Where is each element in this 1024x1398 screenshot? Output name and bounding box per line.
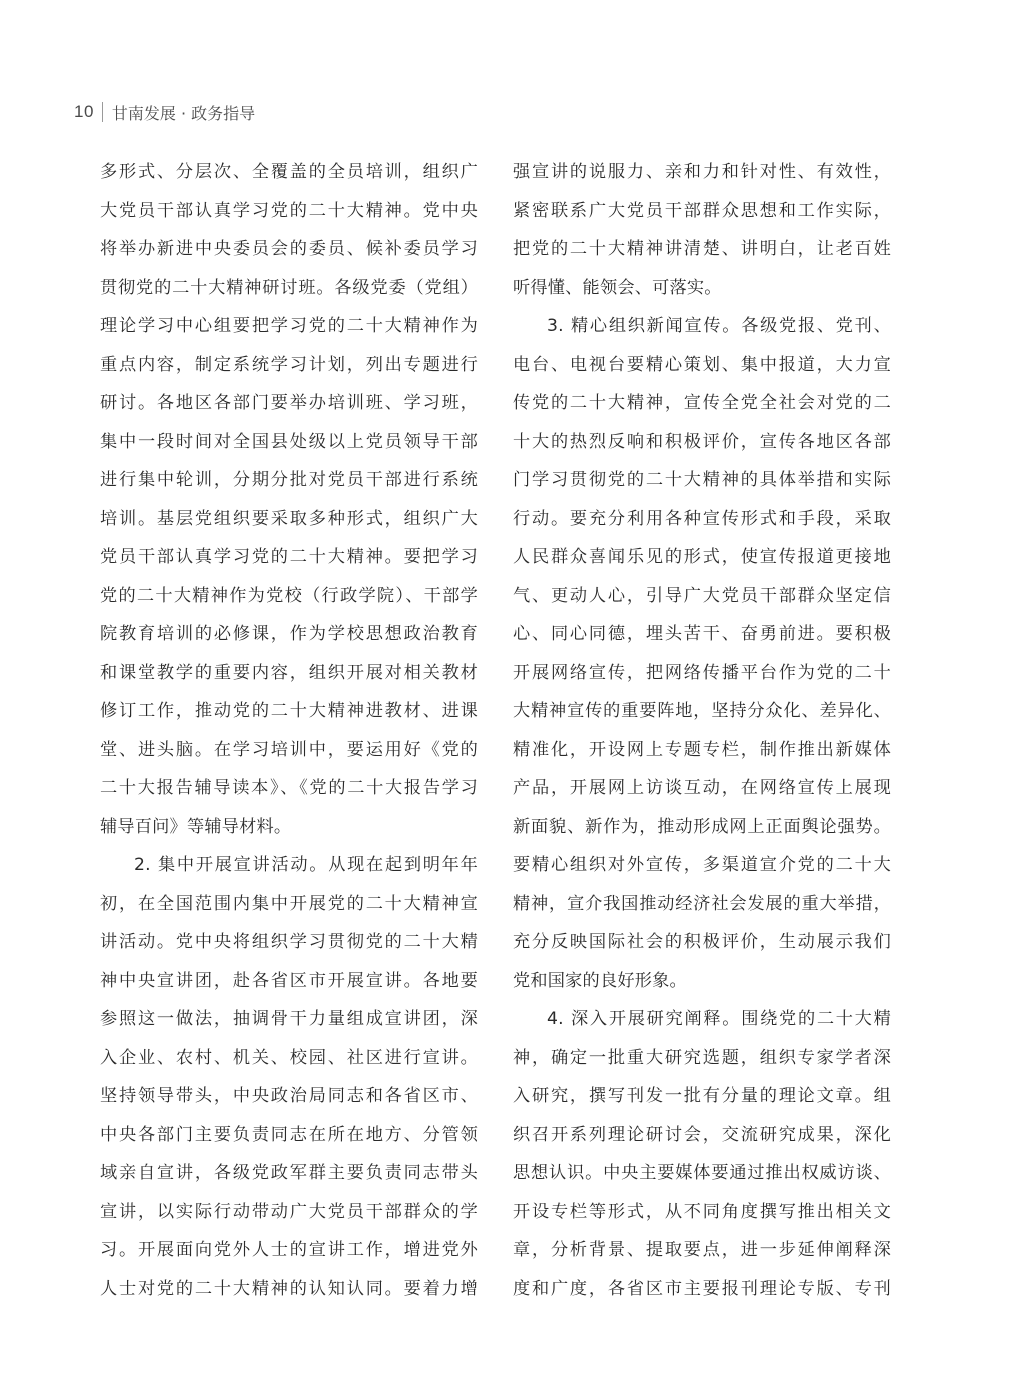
text-line: 开展网络宣传，把网络传播平台作为党的二十 bbox=[513, 662, 891, 683]
text-line: 多形式、分层次、全覆盖的全员培训，组织广 bbox=[100, 162, 478, 182]
text-line: 神，确定一批重大研究选题，组织专家学者深 bbox=[513, 1047, 891, 1068]
page-header bbox=[74, 100, 255, 124]
page-number: 10 bbox=[74, 102, 94, 121]
header-divider bbox=[102, 102, 103, 122]
text-line: 神中央宣讲团，赴各省区市开展宣讲。各地要 bbox=[100, 970, 478, 991]
text-line: 十大的热烈反响和积极评价，宣传各地区各部 bbox=[513, 431, 891, 452]
text-line: 人民群众喜闻乐见的形式，使宣传报道更接地 bbox=[513, 547, 891, 567]
text-line: 3. 精心组织新闻宣传。各级党报、党刊、 bbox=[547, 316, 891, 336]
text-line: 行动。要充分利用各种宣传形式和手段，采取 bbox=[513, 508, 891, 529]
text-line: 坚持领导带头，中央政治局同志和各省区市、 bbox=[100, 1086, 478, 1106]
text-line: 要精心组织对外宣传，多渠道宣介党的二十大 bbox=[513, 855, 891, 875]
text-line: 大党员干部认真学习党的二十大精神。党中央 bbox=[100, 200, 478, 221]
text-line: 精神，宣介我国推动经济社会发展的重大举措， bbox=[513, 893, 891, 914]
text-line: 堂、进头脑。在学习培训中，要运用好《党的 bbox=[100, 739, 478, 760]
left-column bbox=[100, 153, 478, 1308]
text-line: 人士对党的二十大精神的认知认同。要着力增 bbox=[100, 1278, 478, 1299]
text-line: 习。开展面向党外人士的宣讲工作，增进党外 bbox=[100, 1240, 478, 1260]
text-line: 4. 深入开展研究阐释。围绕党的二十大精 bbox=[547, 1009, 891, 1029]
text-line: 章，分析背景、提取要点，进一步延伸阐释深 bbox=[513, 1240, 891, 1260]
text-line: 将举办新进中央委员会的委员、候补委员学习 bbox=[100, 239, 478, 259]
text-line: 强宣讲的说服力、亲和力和针对性、有效性， bbox=[513, 162, 891, 182]
text-line: 讲活动。党中央将组织学习贯彻党的二十大精 bbox=[100, 932, 478, 952]
text-line: 大精神宣传的重要阵地，坚持分众化、差异化、 bbox=[513, 701, 891, 721]
text-line: 气、更动人心，引导广大党员干部群众坚定信 bbox=[513, 585, 891, 606]
text-line: 入企业、农村、机关、校园、社区进行宣讲。 bbox=[100, 1047, 478, 1068]
text-line: 集中一段时间对全国县处级以上党员领导干部 bbox=[100, 431, 478, 452]
text-line: 培训。基层党组织要采取多种形式，组织广大 bbox=[100, 508, 478, 529]
text-line: 电台、电视台要精心策划、集中报道，大力宣 bbox=[513, 354, 891, 375]
text-line: 紧密联系广大党员干部群众思想和工作实际， bbox=[513, 200, 891, 221]
text-line: 新面貌、新作为，推动形成网上正面舆论强势。 bbox=[513, 816, 891, 837]
text-line: 开设专栏等形式，从不同角度撰写推出相关文 bbox=[513, 1201, 891, 1222]
text-line: 织召开系列理论研讨会，交流研究成果，深化 bbox=[513, 1124, 891, 1145]
text-line: 研讨。各地区各部门要举办培训班、学习班， bbox=[100, 393, 478, 413]
text-line: 度和广度，各省区市主要报刊理论专版、专刊 bbox=[513, 1278, 891, 1299]
text-line: 理论学习中心组要把学习党的二十大精神作为 bbox=[100, 316, 478, 336]
text-line: 入研究，撰写刊发一批有分量的理论文章。组 bbox=[513, 1086, 891, 1106]
text-line: 心、同心同德，埋头苦干、奋勇前进。要积极 bbox=[513, 624, 891, 644]
text-line: 域亲自宣讲，各级党政军群主要负责同志带头 bbox=[100, 1163, 478, 1183]
text-line: 门学习贯彻党的二十大精神的具体举措和实际 bbox=[513, 470, 891, 490]
text-line: 贯彻党的二十大精神研讨班。各级党委（党组） bbox=[100, 277, 478, 298]
text-line: 党的二十大精神作为党校（行政学院）、干部学 bbox=[100, 585, 478, 606]
text-line: 辅导百问》等辅导材料。 bbox=[100, 816, 292, 837]
text-line: 2. 集中开展宣讲活动。从现在起到明年年 bbox=[134, 855, 478, 875]
text-line: 传党的二十大精神，宣传全党全社会对党的二 bbox=[513, 393, 891, 413]
text-line: 修订工作，推动党的二十大精神进教材、进课 bbox=[100, 701, 478, 721]
text-line: 二十大报告辅导读本》、《党的二十大报告学习 bbox=[100, 778, 478, 798]
text-line: 精准化，开设网上专题专栏，制作推出新媒体 bbox=[513, 739, 891, 760]
text-line: 宣讲，以实际行动带动广大党员干部群众的学 bbox=[100, 1201, 478, 1222]
text-line: 党员干部认真学习党的二十大精神。要把学习 bbox=[100, 547, 478, 567]
text-line: 和课堂教学的重要内容，组织开展对相关教材 bbox=[100, 662, 478, 683]
text-line: 产品，开展网上访谈互动，在网络宣传上展现 bbox=[513, 778, 891, 798]
text-line: 思想认识。中央主要媒体要通过推出权威访谈、 bbox=[513, 1163, 891, 1183]
text-line: 把党的二十大精神讲清楚、讲明白，让老百姓 bbox=[513, 239, 891, 259]
text-line: 参照这一做法，抽调骨干力量组成宣讲团，深 bbox=[100, 1009, 478, 1029]
text-line: 进行集中轮训，分期分批对党员干部进行系统 bbox=[100, 470, 478, 490]
text-line: 中央各部门主要负责同志在所在地方、分管领 bbox=[100, 1124, 478, 1145]
text-line: 院教育培训的必修课，作为学校思想政治教育 bbox=[100, 624, 478, 644]
right-column bbox=[513, 153, 891, 1308]
text-line: 初，在全国范围内集中开展党的二十大精神宣 bbox=[100, 893, 478, 914]
publication-title: 甘南发展 · 政务指导 bbox=[111, 103, 256, 123]
text-line: 党和国家的良好形象。 bbox=[513, 970, 687, 991]
text-line: 充分反映国际社会的积极评价，生动展示我们 bbox=[513, 932, 891, 952]
text-line: 重点内容，制定系统学习计划，列出专题进行 bbox=[100, 354, 478, 375]
text-line: 听得懂、能领会、可落实。 bbox=[513, 277, 722, 298]
